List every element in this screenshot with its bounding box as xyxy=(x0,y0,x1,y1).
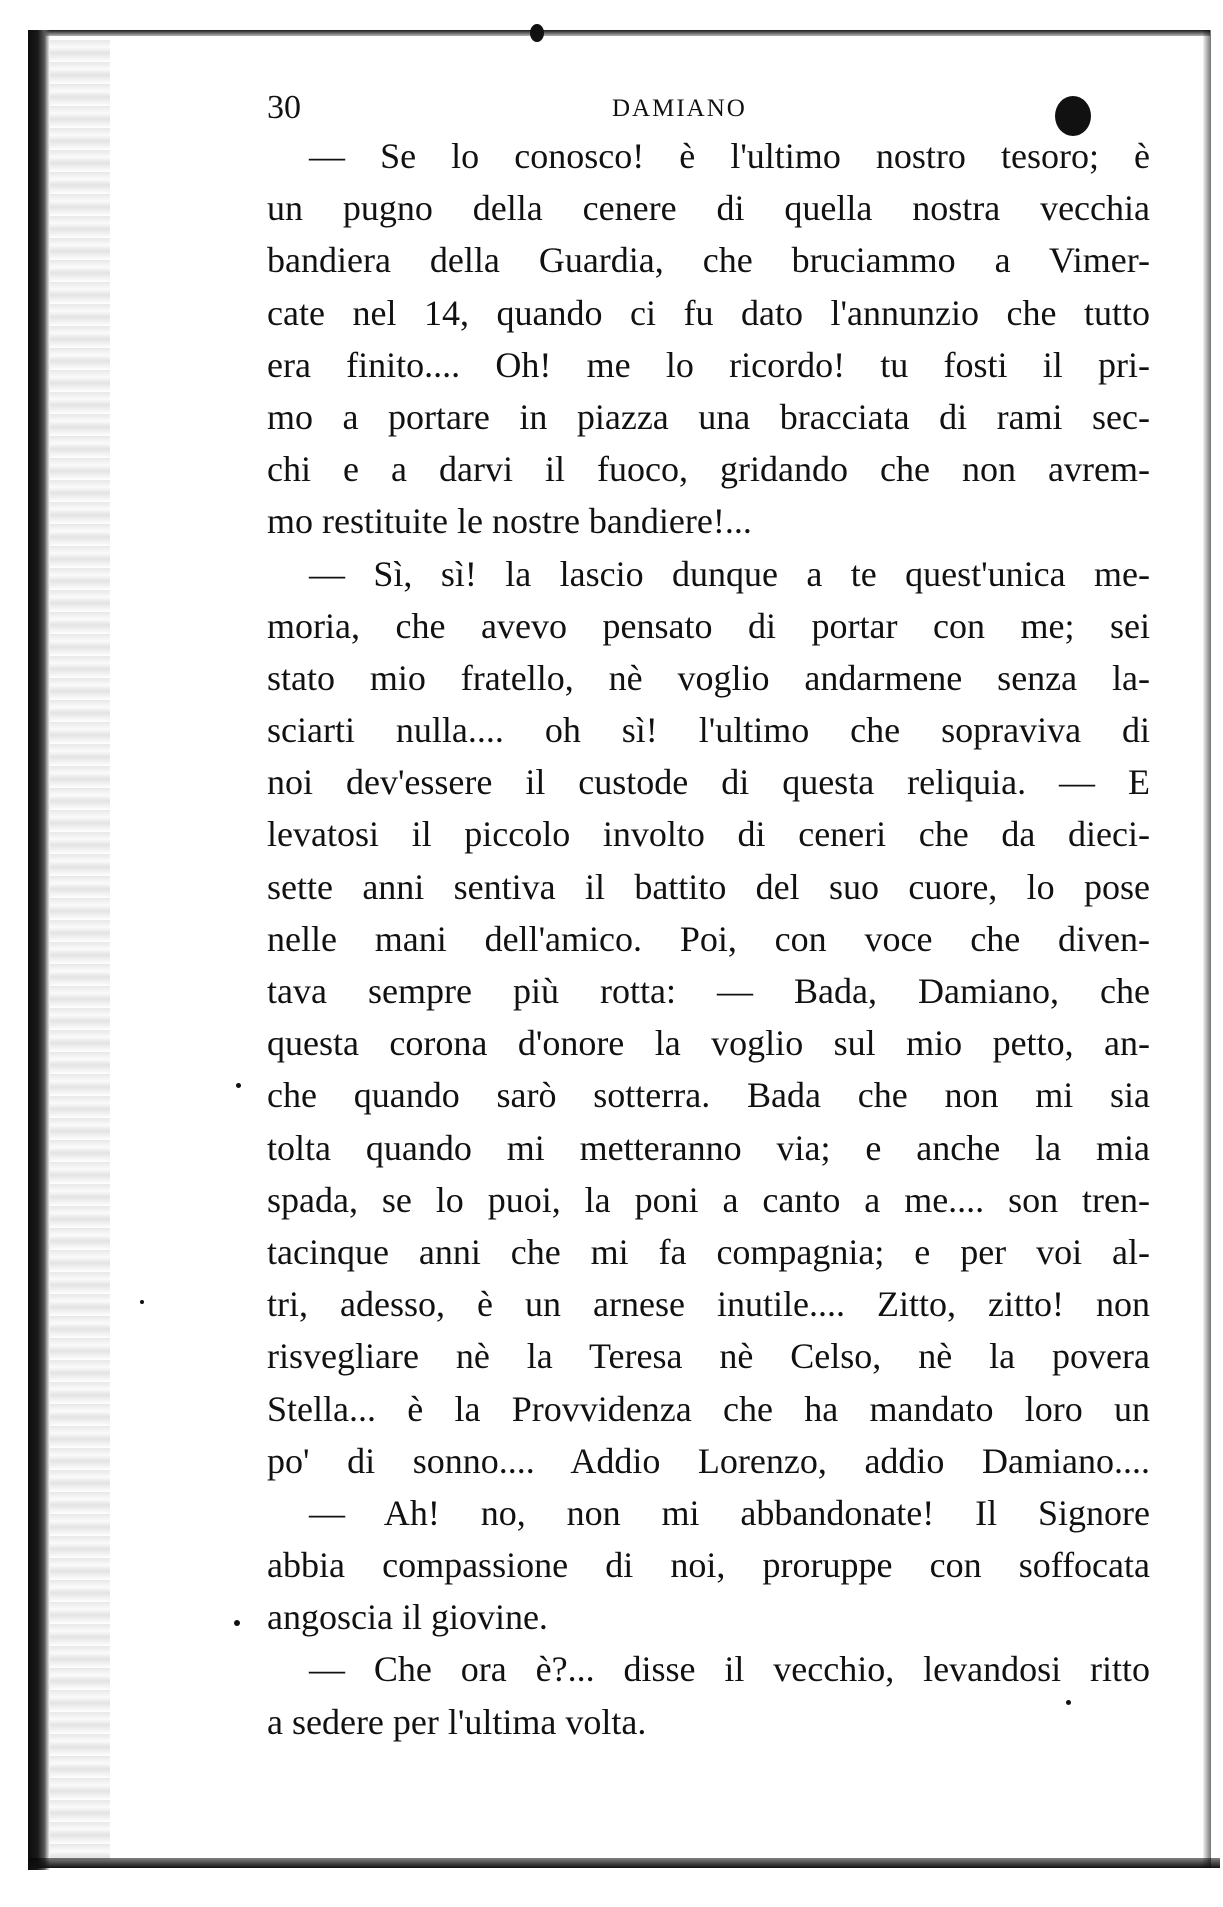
body-text xyxy=(267,130,1150,1748)
text-line: mo a portare in piazza una bracciata di rami sec- xyxy=(267,396,1150,437)
text-line: risvegliare nè la Teresa nè Celso, nè la povera xyxy=(267,1336,1150,1377)
ink-speck xyxy=(236,1083,241,1088)
text-line: nelle mani dell'amico. Poi, con voce che diven- xyxy=(267,918,1150,959)
page-bottom-edge xyxy=(30,1858,1220,1868)
text-line: — Se lo conosco! è l'ultimo nostro tesoro; è xyxy=(309,136,1150,176)
binding-texture xyxy=(50,40,110,1860)
page-number: 30 xyxy=(267,89,301,126)
text-line: sciarti nulla.... oh sì! l'ultimo che sopraviva di xyxy=(267,710,1150,751)
text-line: a sedere per l'ultima volta. xyxy=(267,1701,647,1742)
text-line: angoscia il giovine. xyxy=(267,1597,548,1638)
text-line: tri, adesso, è un arnese inutile.... Zitto, zitto! non xyxy=(267,1284,1150,1325)
text-line: tacinque anni che mi fa compagnia; e per voi al- xyxy=(267,1231,1150,1272)
text-line: — Ah! no, non mi abbandonate! Il Signore xyxy=(309,1492,1150,1533)
text-line: levatosi il piccolo involto di ceneri che da dieci- xyxy=(267,814,1150,855)
binding-shadow xyxy=(28,30,50,1870)
text-line: stato mio fratello, nè voglio andarmene senza la- xyxy=(267,657,1150,698)
text-line: tolta quando mi metteranno via; e anche la mia xyxy=(267,1127,1150,1168)
ink-speck xyxy=(234,1620,240,1626)
page-right-edge xyxy=(1203,30,1211,1868)
text-line: era finito.... Oh! me lo ricordo! tu fosti il pri- xyxy=(267,344,1150,385)
text-line: cate nel 14, quando ci fu dato l'annunzio che tutto xyxy=(267,292,1150,333)
text-line: tava sempre più rotta: — Bada, Damiano, che xyxy=(267,971,1150,1011)
text-line: noi dev'essere il custode di questa reliquia. — E xyxy=(267,762,1150,803)
text-line: — Che ora è?... disse il vecchio, levandosi ritto xyxy=(309,1649,1150,1690)
text-line: chi e a darvi il fuoco, gridando che non avrem- xyxy=(267,449,1150,490)
text-line: spada, se lo puoi, la poni a canto a me.... son tren- xyxy=(267,1179,1150,1220)
ink-speck xyxy=(140,1300,144,1304)
text-line: moria, che avevo pensato di portar con me; sei xyxy=(267,605,1150,646)
text-line: sette anni sentiva il battito del suo cuore, lo pose xyxy=(267,866,1150,907)
text-line: questa corona d'onore la voglio sul mio petto, an- xyxy=(267,1023,1150,1064)
page-top-edge xyxy=(40,30,1210,36)
text-line: po' di sonno.... Addio Lorenzo, addio Damiano.... xyxy=(267,1440,1150,1481)
text-line: mo restituite le nostre bandiere!... xyxy=(267,501,752,542)
ink-speck xyxy=(530,24,544,42)
text-line: Stella... è la Provvidenza che ha mandato loro un xyxy=(267,1388,1150,1429)
text-line: un pugno della cenere di quella nostra vecchia xyxy=(267,188,1150,229)
text-line: bandiera della Guardia, che bruciammo a Vimer- xyxy=(267,240,1150,281)
text-line: che quando sarò sotterra. Bada che non mi sia xyxy=(267,1075,1150,1116)
text-line: abbia compassione di noi, proruppe con soffocata xyxy=(267,1545,1150,1586)
text-line: — Sì, sì! la lascio dunque a te quest'unica me- xyxy=(309,553,1150,594)
running-head: DAMIANO xyxy=(612,95,747,122)
